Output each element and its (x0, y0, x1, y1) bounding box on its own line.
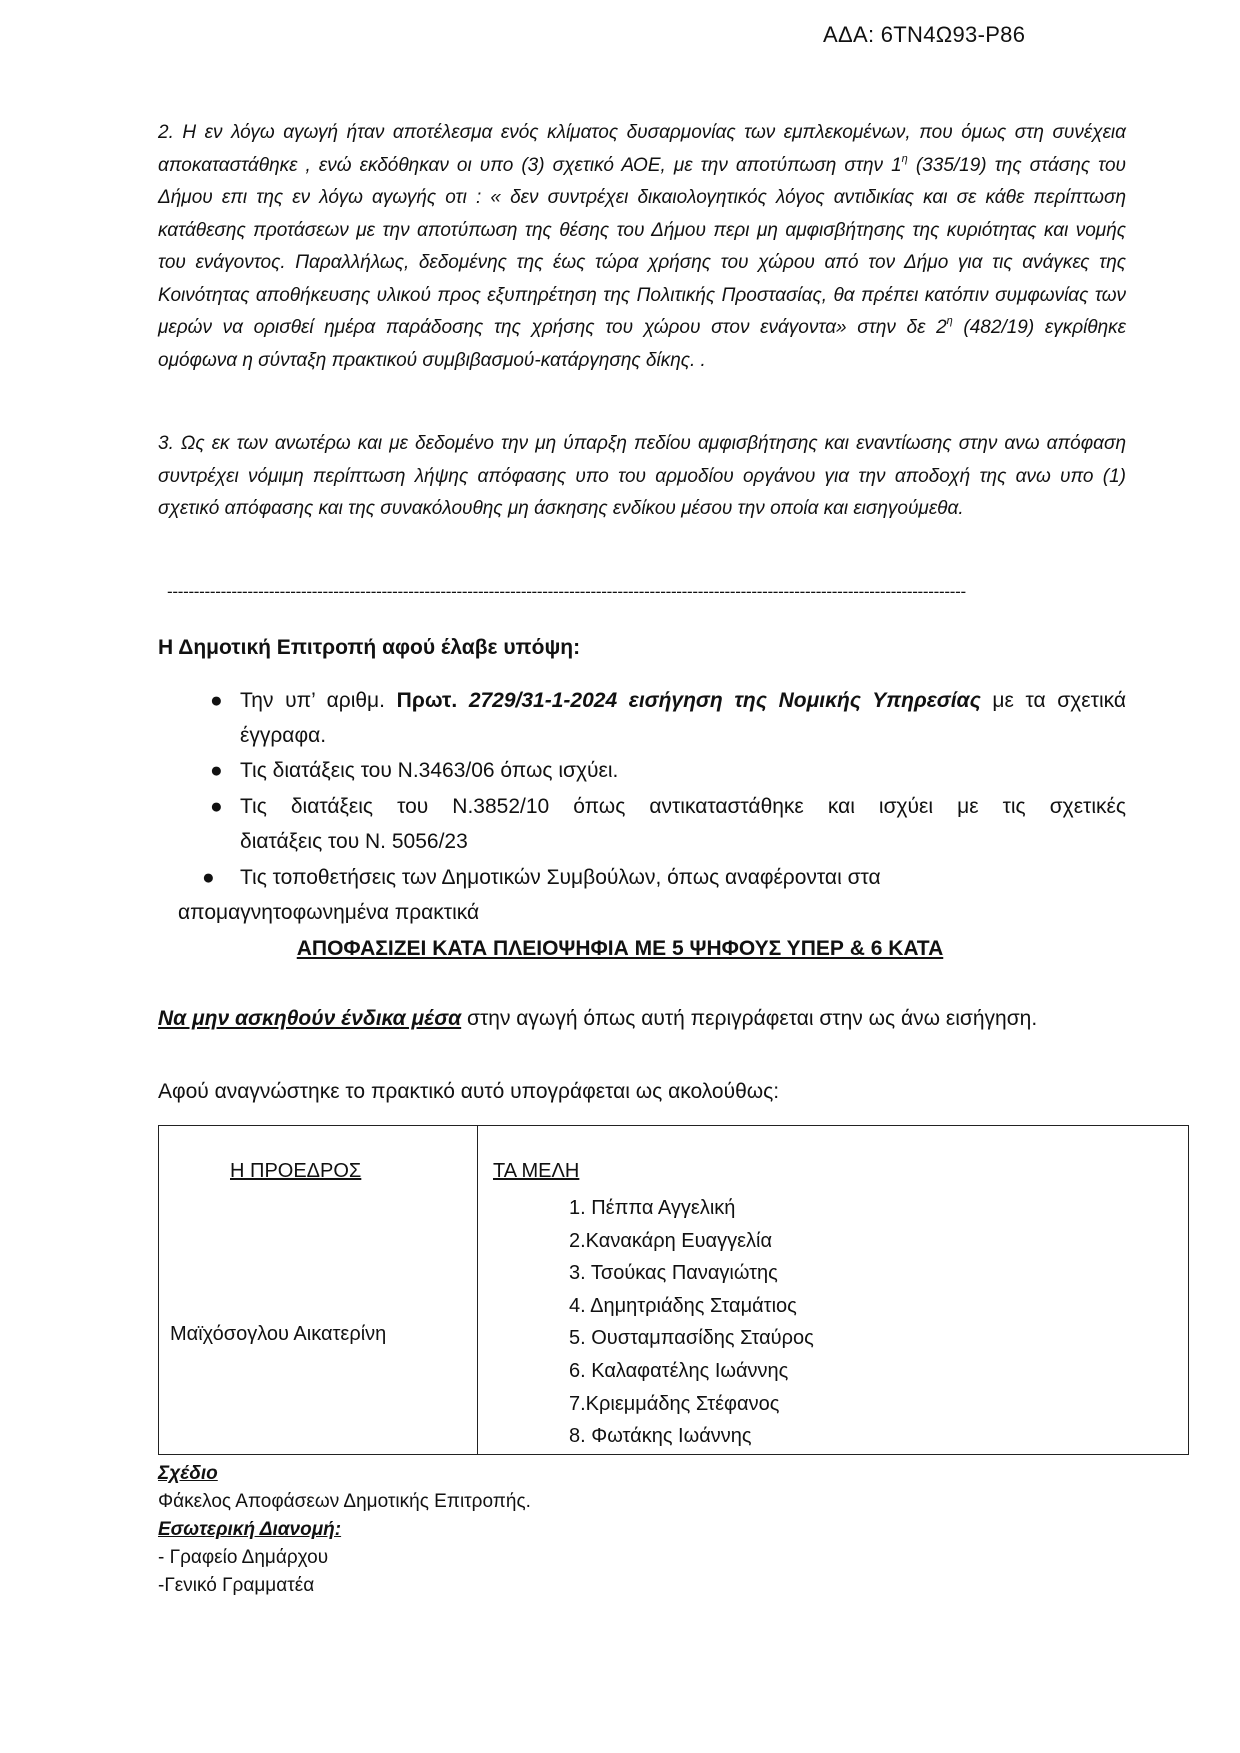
bullet-icon: ● (202, 866, 215, 889)
ruling-bold: Να μην ασκηθούν ένδικα μέσα (158, 1007, 462, 1030)
member-item: 2.Κανακάρη Ευαγγελία (569, 1229, 773, 1252)
paragraph-2-part3: (482/19) εγκρίθηκε ομόφωνα η σύνταξη πρακτικού συμβιβασμού-κατάργησης δίκης. . (158, 317, 1126, 371)
member-item: 8. Φωτάκης Ιωάννης (569, 1425, 752, 1448)
member-item: 6. Καλαφατέλης Ιωάννης (569, 1359, 789, 1382)
list-item-text (240, 683, 1126, 753)
member-item: 5. Ουσταμπασίδης Σταύρος (569, 1327, 814, 1350)
members-list (569, 1192, 814, 1453)
committee-heading: Η Δημοτική Επιτροπή αφού έλαβε υπόψη: (158, 636, 581, 659)
paragraph-2-part1: 2. Η εν λόγω αγωγή ήταν αποτέλεσμα ενός κλίματος δυσαρμονίας των εμπλεκομένων, που όμως στη συνέχεια αποκαταστάθηκε , ενώ εκδόθηκαν οι υπο (3) σχετικό ΑΟΕ, με την αποτύπωση στην 1 (158, 122, 1126, 176)
dashed-separator: ----------------------------------------------------------------------------------------------------------------------------------------------------- (167, 582, 966, 601)
members-title: ΤΑ ΜΕΛΗ (493, 1160, 580, 1182)
list-item-text: Τις διατάξεις του Ν.3463/06 όπως ισχύει. (240, 759, 619, 782)
b1-post: με τα σχετικά έγγραφα. (240, 689, 1126, 747)
table-divider (477, 1126, 478, 1454)
superscript-2: η (946, 315, 953, 327)
ada-code: ΑΔΑ: 6ΤΝ4Ω93-Ρ86 (823, 22, 1026, 47)
draft-label: Σχέδιο (158, 1463, 218, 1484)
distribution-item: - Γραφείο Δημάρχου (158, 1547, 329, 1568)
folder-line: Φάκελος Αποφάσεων Δημοτικής Επιτροπής. (158, 1491, 531, 1512)
president-name: Μαϊχόσογλου Αικατερίνη (170, 1323, 387, 1345)
b1-pre: Την υπ’ αριθμ. (240, 689, 397, 712)
b1-reference: 2729/31-1-2024 εισήγηση της Νομικής Υπηρεσίας (468, 689, 981, 712)
bullet-icon: ● (210, 759, 223, 782)
paragraph-2 (158, 117, 1126, 377)
superscript-1: η (901, 152, 908, 165)
member-item: 1. Πέππα Αγγελική (569, 1197, 736, 1219)
list-item-text-cont: απομαγνητοφωνημένα πρακτικά (178, 901, 480, 924)
internal-distribution-label: Εσωτερική Διανομή: (158, 1519, 342, 1540)
member-item: 4. Δημητριάδης Σταμάτιος (569, 1294, 797, 1317)
signing-intro: Αφού αναγνώστηκε το πρακτικό αυτό υπογράφεται ως ακολούθως: (158, 1080, 780, 1103)
b1-bold: Πρωτ. (396, 689, 469, 712)
list-item-text: Τις διατάξεις του Ν.3852/10 όπως αντικαταστάθηκε και ισχύει με τις σχετικές (240, 795, 1126, 818)
decision-heading: ΑΠΟΦΑΣΙΖΕΙ ΚΑΤΑ ΠΛΕΙΟΨΗΦΙΑ ΜΕ 5 ΨΗΦΟΥΣ ΥΠΕΡ & 6 ΚΑΤΑ (296, 937, 944, 960)
ruling-rest: στην αγωγή όπως αυτή περιγράφεται στην ως άνω εισήγηση. (461, 1007, 1038, 1030)
distribution-item: -Γενικό Γραμματέα (158, 1575, 315, 1596)
ruling-text (158, 1007, 1037, 1031)
list-item-text-cont: διατάξεις του Ν. 5056/23 (240, 830, 468, 853)
president-title: Η ΠΡΟΕΔΡΟΣ (230, 1160, 362, 1182)
signature-table (158, 1125, 1189, 1455)
paragraph-2-part2: (335/19) της στάσης του Δήμου επι της εν λόγω αγωγής οτι : « δεν συντρέχει δικαιολογητικός λόγος αντιδικίας και σε κάθε περίπτωση κατάθεσης προτάσεων με την αποτύπωση της θέσης του Δήμου περι μη αμφισβήτησης της κυριότητας και νομής του ενάγοντος. Παραλλήλως, δεδομένης της έως τώρα χρήσης του χώρου από τον Δήμο για τις ανάγκες της Κοινότητας αποθήκευσης υλικού προς εξυπηρέτηση της Πολιτικής Προστασίας, θα πρέπει κατόπιν συμφωνίας των μερών να ορισθεί ημέρα παράδοσης της χρήσης του χώρου στον ενάγοντα» στην δε 2 (158, 154, 1126, 338)
member-item: 7.Κριεμμάδης Στέφανος (569, 1392, 780, 1415)
bullet-icon: ● (210, 795, 223, 818)
member-item: 3. Τσούκας Παναγιώτης (569, 1262, 778, 1285)
paragraph-3: 3. Ως εκ των ανωτέρω και με δεδομένο την μη ύπαρξη πεδίου αμφισβήτησης και εναντίωσης στην ανω απόφαση συντρέχει νόμιμη περίπτωση λήψης απόφασης υπο του αρμοδίου οργάνου για την αποδοχή της ανω υπο (1) σχετικό απόφασης και της συνακόλουθης μη άσκησης ενδίκου μέσου την οποία και εισηγούμεθα. (158, 433, 1126, 519)
bullet-icon: ● (210, 689, 223, 712)
list-item-text: Τις τοποθετήσεις των Δημοτικών Συμβούλων, όπως αναφέρονται στα (240, 866, 881, 889)
